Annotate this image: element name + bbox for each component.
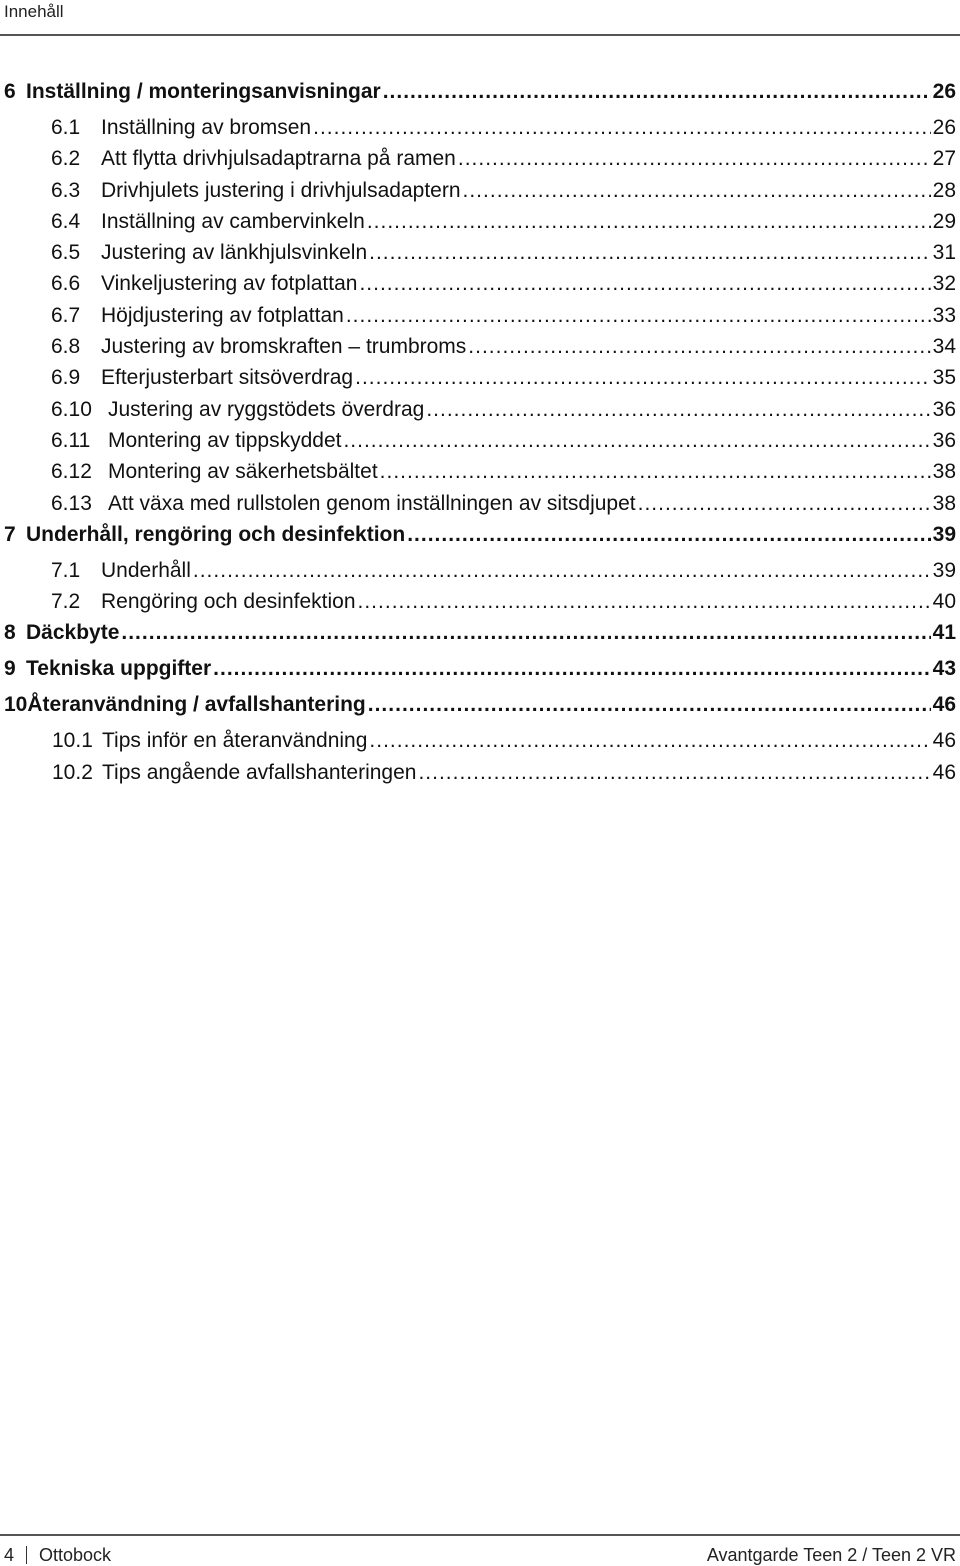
toc-entry-page: 39 [932, 522, 956, 546]
toc-entry[interactable] [4, 398, 956, 429]
toc-entry-title: Underhåll, rengöring och desinfektion [26, 522, 406, 546]
toc-entry-number: 8 [4, 621, 16, 645]
toc-entry-page: 39 [932, 558, 956, 582]
toc-entry-title: Inställning av cambervinkeln [101, 209, 365, 233]
toc-entry-number: 9 [4, 657, 16, 681]
toc-leader-dots [343, 429, 930, 453]
toc-entry-number: 6.11 [51, 428, 91, 452]
toc-leader-dots [368, 693, 931, 717]
toc-entry-title: Vinkeljustering av fotplattan [101, 272, 358, 296]
toc-entry-number: 6.10 [51, 397, 92, 421]
toc-entry[interactable] [4, 147, 956, 178]
toc-entry-number: 6.9 [51, 366, 81, 390]
toc-entry-number: 6.4 [51, 209, 81, 233]
toc-entry-number: 10.2 [52, 760, 93, 784]
toc-entry-page: 38 [932, 491, 956, 515]
toc-entry-number: 6.8 [51, 335, 81, 359]
footer-left [4, 1545, 111, 1566]
toc-entry[interactable] [4, 241, 956, 272]
toc-entry[interactable] [4, 210, 956, 241]
toc-entry-number: 6.6 [51, 272, 81, 296]
toc-entry-number: 6.2 [51, 147, 81, 171]
toc-leader-dots [193, 559, 931, 583]
toc-entry-title: Inställning av bromsen [101, 116, 312, 139]
toc-entry-title: Drivhjulets justering i drivhjulsadaptern [101, 178, 461, 202]
toc-entry-title: Montering av säkerhetsbältet [108, 460, 378, 484]
toc-entry-title: Tips inför en återanvändning [102, 729, 368, 753]
toc-leader-dots [359, 272, 930, 296]
toc-entry[interactable] [4, 693, 956, 729]
toc-entry-page: 34 [932, 335, 956, 359]
toc-entry-page: 40 [932, 590, 956, 614]
toc-entry-number: 7.2 [51, 590, 81, 614]
toc-entry[interactable] [4, 460, 956, 491]
toc-entry-title: Efterjusterbart sitsöverdrag [101, 366, 354, 390]
toc-leader-dots [458, 147, 931, 171]
toc-entry[interactable] [4, 492, 956, 523]
toc-entry-page: 36 [932, 397, 956, 421]
toc-entry-title: Justering av länkhjulsvinkeln [101, 241, 368, 265]
toc-leader-dots [380, 460, 931, 484]
toc-leader-dots [367, 210, 931, 234]
toc-entry-page: 26 [932, 80, 956, 103]
page-header-title: Innehåll [4, 2, 64, 21]
table-of-contents [4, 80, 956, 792]
toc-entry[interactable] [4, 179, 956, 210]
toc-entry[interactable] [4, 621, 956, 657]
toc-entry[interactable] [4, 304, 956, 335]
toc-entry-title: Montering av tippskyddet [108, 428, 342, 452]
toc-entry[interactable] [4, 761, 956, 792]
toc-entry[interactable] [4, 523, 956, 559]
toc-entry-number: 6.13 [51, 491, 92, 515]
toc-entry-page: 27 [932, 147, 956, 171]
toc-entry-title: Att flytta drivhjulsadaptrarna på ramen [101, 147, 456, 171]
toc-entry-page: 46 [932, 693, 956, 717]
toc-entry-page: 32 [932, 272, 956, 296]
toc-entry-number: 6.3 [51, 178, 81, 202]
toc-entry-page: 28 [932, 178, 956, 202]
toc-leader-dots [468, 335, 930, 359]
toc-entry[interactable] [4, 590, 956, 621]
toc-entry-title: Tips angående avfallshanteringen [102, 760, 417, 784]
toc-leader-dots [418, 761, 930, 785]
toc-entry-title: Återanvändning / avfallshantering [27, 693, 366, 717]
header-divider [0, 34, 960, 36]
toc-entry-title: Inställning / monteringsanvisningar [26, 80, 381, 103]
toc-entry-page: 31 [932, 241, 956, 265]
toc-entry-title: Rengöring och desinfektion [101, 590, 356, 614]
toc-entry-title: Däckbyte [26, 621, 120, 645]
toc-leader-dots [213, 657, 930, 681]
toc-entry-page: 29 [932, 209, 956, 233]
toc-leader-dots [313, 116, 931, 140]
toc-leader-dots [383, 80, 931, 104]
toc-entry-title: Justering av bromskraften – trumbroms [101, 335, 467, 359]
toc-entry-page: 46 [932, 729, 956, 753]
toc-entry[interactable] [4, 729, 956, 760]
footer-page-number: 4 [4, 1545, 15, 1565]
footer-divider [0, 1534, 960, 1536]
toc-entry-page: 38 [932, 460, 956, 484]
footer-separator [26, 1546, 27, 1564]
toc-entry-page: 33 [932, 303, 956, 327]
toc-entry-number: 7 [4, 522, 16, 546]
toc-entry-number: 6.5 [51, 241, 81, 265]
toc-entry[interactable] [4, 559, 956, 590]
toc-leader-dots [369, 729, 930, 753]
toc-leader-dots [407, 523, 930, 547]
toc-leader-dots [369, 241, 931, 265]
toc-entry-title: Höjdjustering av fotplattan [101, 303, 344, 327]
toc-entry-number: 6 [4, 80, 16, 103]
footer-brand: Ottobock [39, 1545, 112, 1565]
toc-entry-title: Tekniska uppgifter [26, 657, 212, 681]
toc-entry-page: 46 [932, 760, 956, 784]
toc-entry[interactable] [4, 429, 956, 460]
toc-leader-dots [638, 492, 931, 516]
toc-leader-dots [463, 179, 931, 203]
toc-entry[interactable] [4, 272, 956, 303]
toc-entry-title: Justering av ryggstödets överdrag [108, 397, 425, 421]
toc-entry-number: 6.7 [51, 303, 81, 327]
toc-leader-dots [355, 366, 931, 390]
footer-product: Avantgarde Teen 2 / Teen 2 VR [706, 1545, 956, 1565]
toc-leader-dots [121, 621, 930, 645]
toc-entry-page: 35 [932, 366, 956, 390]
toc-entry-number: 6.1 [51, 116, 81, 139]
toc-entry-page: 26 [932, 116, 956, 139]
toc-entry-number: 6.12 [51, 460, 92, 484]
toc-leader-dots [358, 590, 931, 614]
toc-entry[interactable] [4, 366, 956, 397]
toc-entry-page: 36 [932, 428, 956, 452]
toc-entry-number: 10 [4, 693, 28, 717]
toc-entry[interactable] [4, 335, 956, 366]
toc-entry-title: Att växa med rullstolen genom inställningen av sitsdjupet [108, 491, 636, 515]
toc-entry-title: Underhåll [101, 558, 191, 582]
toc-entry-number: 10.1 [52, 729, 93, 753]
toc-entry-number: 7.1 [51, 558, 81, 582]
toc-entry-page: 43 [932, 657, 956, 681]
toc-entry-page: 41 [932, 621, 956, 645]
toc-leader-dots [346, 304, 931, 328]
toc-leader-dots [426, 398, 930, 422]
toc-entry[interactable] [4, 80, 956, 116]
toc-entry[interactable] [4, 116, 956, 147]
toc-entry[interactable] [4, 657, 956, 693]
